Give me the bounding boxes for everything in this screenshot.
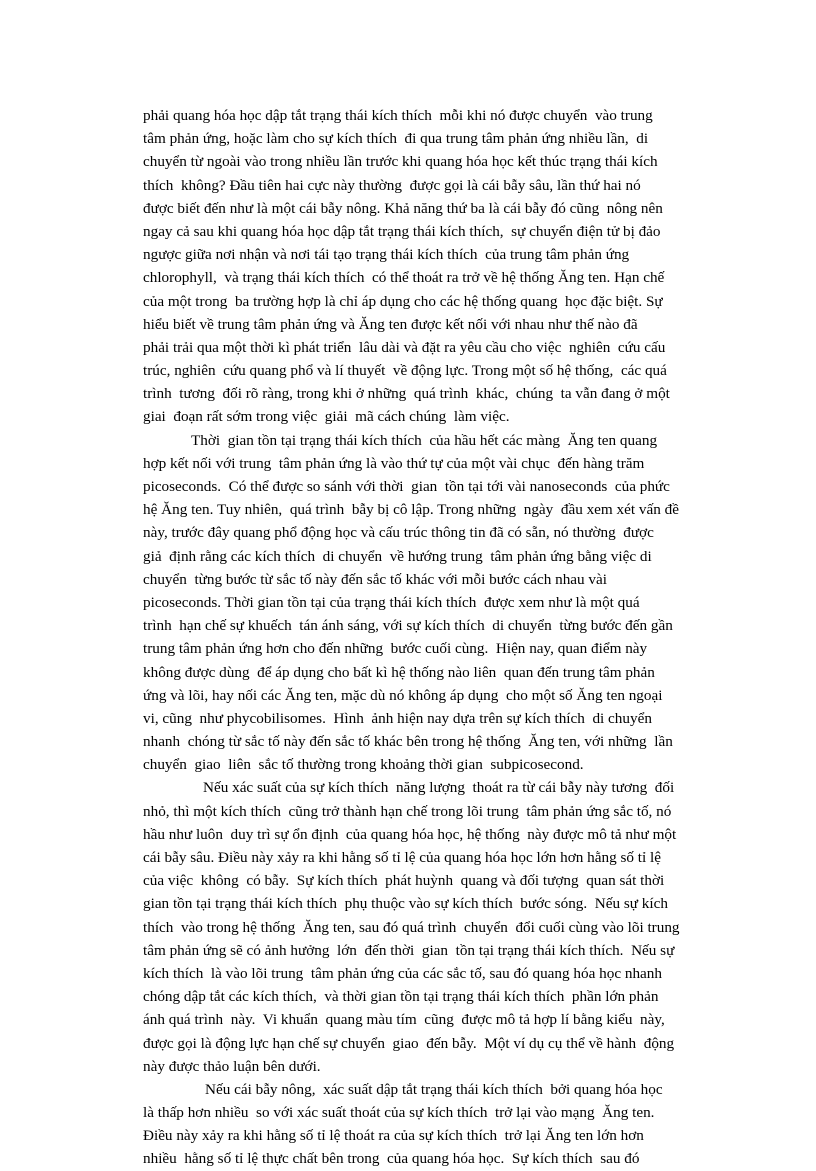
text-line: không được dùng để áp dụng cho bất kì hệ thống nào liên quan đến trung tâm phản	[143, 663, 655, 681]
text-line: nhỏ, thì một kích thích cũng trở thành hạn chế trong lõi trung tâm phản ứng sắc tố, nó	[143, 802, 672, 820]
text-line: chlorophyll, và trạng thái kích thích có thể thoát ra trở về hệ thống Ăng ten. Hạn chế	[143, 269, 665, 287]
text-line: thích vào trong hệ thống Ăng ten, sau đó quá trình chuyển đổi cuối cùng vào lõi trung	[143, 918, 680, 936]
text-line: ánh quá trình này. Vi khuẩn quang màu tím cũng được mô tả hợp lí bằng kiểu này,	[143, 1011, 665, 1029]
text-line: này được thảo luận bên dưới.	[143, 1057, 321, 1075]
text-line: tâm phản ứng, hoặc làm cho sự kích thích đi qua trung tâm phản ứng nhiều lần, di	[143, 130, 649, 148]
text-line: Nếu cái bẫy nông, xác suất dập tắt trạng thái kích thích bởi quang hóa học	[205, 1080, 663, 1098]
text-line: hiểu biết về trung tâm phản ứng và Ăng ten được kết nối với nhau như thế nào đã	[143, 315, 638, 333]
text-line: hợp kết nối với trung tâm phản ứng là vào thứ tự của một vài chục đến hàng trăm	[143, 454, 645, 472]
text-line: picoseconds. Thời gian tồn tại của trạng thái kích thích được xem như là một quá	[143, 593, 640, 611]
text-line: này, trước đây quang phổ động học và cấu trúc thông tin đã có sẵn, nó thường được	[143, 524, 654, 542]
text-line: Điều này xảy ra khi hằng số tỉ lệ thoát ra của sự kích thích trở lại Ăng ten lớn hơn	[143, 1127, 644, 1145]
text-line: chuyển từng bước từ sắc tố này đến sắc tố khác với mỗi bước cách nhau vài	[143, 570, 607, 588]
text-line: chuyển giao liên sắc tố thường trong khoảng thời gian subpicosecond.	[143, 756, 584, 774]
text-line: nhiều hằng số tỉ lệ thực chất bên trong của quang hóa học. Sự kích thích sau đó	[143, 1150, 640, 1168]
text-line: ngược giữa nơi nhận và nơi tái tạo trạng thái kích thích của trung tâm phản ứng	[143, 246, 630, 264]
text-line: picoseconds. Có thể được so sánh với thời gian tồn tại tới vài nanoseconds của phức	[143, 478, 670, 495]
text-line: nhanh chóng từ sắc tố này đến sắc tố khác bên trong hệ thống Ăng ten, với những lần	[143, 733, 673, 751]
text-line: của việc không có bẫy. Sự kích thích phát huỳnh quang và đối tượng quan sát thời	[143, 872, 665, 890]
text-line: ứng và lõi, hay nối các Ăng ten, mặc dù nó không áp dụng cho một số Ăng ten ngoại	[143, 686, 663, 704]
paragraph	[143, 429, 685, 777]
paragraph	[143, 1078, 685, 1171]
text-line: tâm phản ứng sẽ có ảnh hưởng lớn đến thời gian tồn tại trạng thái kích thích. Nếu sự	[143, 941, 675, 959]
text-line: Thời gian tồn tại trạng thái kích thích của hầu hết các màng Ăng ten quang	[191, 431, 658, 449]
text-line: là thấp hơn nhiều so với xác suất thoát của sự kích thích trở lại vào mạng Ăng ten.	[143, 1104, 655, 1122]
text-line: trình hạn chế sự khuếch tán ánh sáng, với sự kích thích di chuyển từng bước đến gần	[143, 617, 673, 635]
text-line: kích thích là vào lõi trung tâm phản ứng của các sắc tố, sau đó quang hóa học nhanh	[143, 964, 662, 982]
paragraph	[143, 104, 685, 429]
text-line: phải trải qua một thời kì phát triển lâu dài và đặt ra yêu cầu cho việc nghiên cứu cấu	[143, 338, 666, 356]
text-line: hệ Ăng ten. Tuy nhiên, quá trình bẫy bị cô lập. Trong những ngày đầu xem xét vấn đề	[143, 501, 679, 519]
text-line: phải quang hóa học dập tắt trạng thái kích thích mỗi khi nó được chuyển vào trung	[143, 107, 653, 124]
text-line: giai đoạn rất sớm trong việc giải mã cách chúng làm việc.	[143, 408, 510, 426]
text-line: chuyển từ ngoài vào trong nhiều lần trước khi quang hóa học kết thúc trạng thái kích	[143, 153, 658, 171]
text-line: gian tồn tại trạng thái kích thích phụ thuộc vào sự kích thích bước sóng. Nếu sự kích	[143, 895, 668, 913]
text-line: trung tâm phản ứng hơn cho đến những bước cuối cùng. Hiện nay, quan điểm này	[143, 640, 648, 658]
text-line: giả định rằng các kích thích di chuyển về hướng trung tâm phản ứng bằng việc di	[143, 547, 652, 565]
text-line: được gọi là động lực hạn chế sự chuyển giao đến bẫy. Một ví dụ cụ thể về hành động	[143, 1034, 675, 1052]
text-line: Nếu xác suất của sự kích thích năng lượng thoát ra từ cái bẫy này tương đối	[203, 779, 675, 797]
text-line: hầu như luôn duy trì sự ổn định của quang hóa học, hệ thống này được mô tả như một	[143, 825, 677, 843]
text-line: trúc, nghiên cứu quang phổ và lí thuyết về động lực. Trong một số hệ thống, các quá	[143, 362, 667, 380]
text-line: thích không? Đầu tiên hai cực này thường được gọi là cái bẫy sâu, lần thứ hai nó	[143, 176, 641, 194]
text-line: trình tương đối rõ ràng, trong khi ở những quá trình khác, chúng ta vẫn đang ở một	[143, 385, 670, 403]
text-line: ngay cả sau khi quang hóa học dập tắt trạng thái kích thích, sự chuyển điện tử bị đảo	[143, 222, 661, 240]
text-line: được biết đến như là một cái bẫy nông. Khả năng thứ ba là cái bẫy đó cũng nông nên	[143, 199, 663, 217]
paragraph	[143, 776, 685, 1077]
text-line: cái bẫy sâu. Điều này xảy ra khi hằng số tỉ lệ của quang hóa học lớn hơn hằng số tỉ lệ	[143, 849, 661, 866]
text-line: vi, cũng như phycobilisomes. Hình ảnh hiện nay dựa trên sự kích thích di chuyển	[143, 709, 652, 727]
text-line: chóng dập tắt các kích thích, và thời gian tồn tại trạng thái kích thích phần lớn phản	[143, 988, 659, 1006]
text-line: của một trong ba trường hợp là chỉ áp dụng cho các hệ thống quang học đặc biệt. Sự	[143, 292, 663, 310]
document-body	[143, 104, 685, 1171]
